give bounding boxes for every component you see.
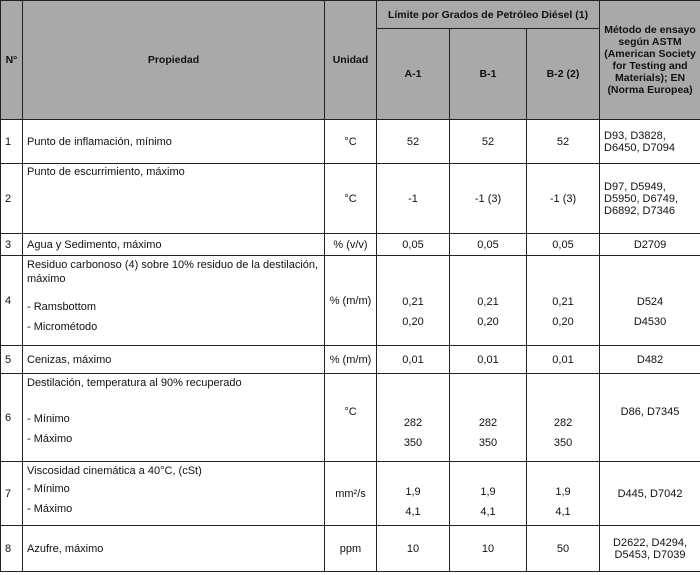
table-row [1, 462, 700, 526]
header-property: Propiedad [23, 1, 325, 120]
row-property: Punto de escurrimiento, máximo [23, 164, 325, 234]
row-subproperty: - Máximo [27, 433, 73, 445]
row-subproperty: - Mínimo [27, 413, 70, 425]
value-b2-group [527, 374, 600, 462]
value-b2: 0,20 [552, 315, 574, 328]
row-number: 5 [1, 346, 23, 374]
row-property-group [23, 256, 325, 346]
row-method: D2622, D4294, D5453, D7039 [600, 526, 700, 572]
row-property-group [23, 462, 325, 526]
value-a1: 1,9 [405, 485, 421, 498]
table-row [1, 346, 700, 374]
header-method: Método de ensayo según ASTM (American Society for Testing and Materials); EN (Norma Europea) [600, 1, 700, 120]
value-a1: -1 [377, 164, 450, 234]
value-a1: 0,20 [402, 315, 424, 328]
row-unit: % (v/v) [325, 234, 377, 256]
value-b1: 52 [450, 120, 527, 164]
value-b2: -1 (3) [527, 164, 600, 234]
value-b1-group [450, 462, 527, 526]
row-number: 2 [1, 164, 23, 234]
row-subproperty: - Micrométodo [27, 321, 98, 333]
row-number: 8 [1, 526, 23, 572]
value-b2-group [527, 462, 600, 526]
header-limit: Límite por Grados de Petróleo Diésel (1) [377, 1, 600, 29]
value-a1: 0,05 [377, 234, 450, 256]
value-b1: 4,1 [480, 505, 496, 518]
table-row [1, 256, 700, 346]
row-unit: °C [325, 120, 377, 164]
value-b2: 350 [553, 436, 573, 449]
row-method: D524 [636, 295, 664, 308]
header-a1: A-1 [377, 29, 450, 120]
value-b2: 0,01 [527, 346, 600, 374]
row-subproperty: - Máximo [27, 503, 73, 515]
value-b1: 1,9 [480, 485, 496, 498]
row-property: Cenizas, máximo [23, 346, 325, 374]
row-method: D4530 [633, 315, 667, 328]
table-row [1, 374, 700, 462]
row-subproperty: - Mínimo [27, 483, 70, 495]
value-b1: -1 (3) [450, 164, 527, 234]
value-b2: 50 [527, 526, 600, 572]
value-a1-group [377, 462, 450, 526]
value-b1: 10 [450, 526, 527, 572]
row-property: Destilación, temperatura al 90% recuperado [27, 377, 242, 389]
row-number: 7 [1, 462, 23, 526]
row-unit: ppm [325, 526, 377, 572]
table-row [1, 234, 700, 256]
value-a1: 0,01 [377, 346, 450, 374]
row-method-group [600, 256, 700, 346]
value-b1: 282 [478, 416, 498, 429]
row-property: Residuo carbonoso (4) sobre 10% residuo de la destilación, máximo [27, 259, 319, 285]
row-unit: % (m/m) [325, 346, 377, 374]
value-b1: 0,05 [450, 234, 527, 256]
row-unit: °C [325, 164, 377, 234]
table-row [1, 164, 700, 234]
row-method: D445, D7042 [600, 462, 700, 526]
row-number: 1 [1, 120, 23, 164]
row-property: Agua y Sedimento, máximo [23, 234, 325, 256]
row-method: D482 [600, 346, 700, 374]
value-b2: 0,21 [552, 295, 574, 308]
value-b2-group [527, 256, 600, 346]
value-b2: 1,9 [555, 485, 571, 498]
value-b2: 52 [527, 120, 600, 164]
value-a1: 4,1 [405, 505, 421, 518]
row-number: 4 [1, 256, 23, 346]
table-row [1, 120, 700, 164]
row-number: 6 [1, 374, 23, 462]
row-unit: mm²/s [325, 462, 377, 526]
value-a1: 0,21 [402, 295, 424, 308]
value-b1-group [450, 374, 527, 462]
header-number: N° [1, 1, 23, 120]
header-b1: B-1 [450, 29, 527, 120]
row-method: D97, D5949, D5950, D6749, D6892, D7346 [600, 164, 700, 234]
value-a1-group [377, 374, 450, 462]
value-b1: 350 [478, 436, 498, 449]
value-b1: 0,21 [477, 295, 499, 308]
row-property: Azufre, máximo [23, 526, 325, 572]
value-b1: 0,20 [477, 315, 499, 328]
row-unit: °C [325, 374, 377, 462]
row-property: Viscosidad cinemática a 40°C, (cSt) [27, 465, 202, 477]
header-b2: B-2 (2) [527, 29, 600, 120]
row-method: D86, D7345 [600, 374, 700, 462]
value-a1: 350 [403, 436, 423, 449]
value-a1: 52 [377, 120, 450, 164]
row-subproperty: - Ramsbottom [27, 301, 97, 313]
value-a1: 10 [377, 526, 450, 572]
value-a1-group [377, 256, 450, 346]
value-b2: 4,1 [555, 505, 571, 518]
value-b1-group [450, 256, 527, 346]
row-unit: % (m/m) [325, 256, 377, 346]
row-property: Punto de inflamación, mínimo [23, 120, 325, 164]
row-number: 3 [1, 234, 23, 256]
value-a1: 282 [403, 416, 423, 429]
value-b1: 0,01 [450, 346, 527, 374]
value-b2: 0,05 [527, 234, 600, 256]
value-b2: 282 [553, 416, 573, 429]
row-method: D93, D3828, D6450, D7094 [600, 120, 700, 164]
row-method: D2709 [600, 234, 700, 256]
header-unit: Unidad [325, 1, 377, 120]
row-property-group [23, 374, 325, 462]
table-row [1, 526, 700, 572]
